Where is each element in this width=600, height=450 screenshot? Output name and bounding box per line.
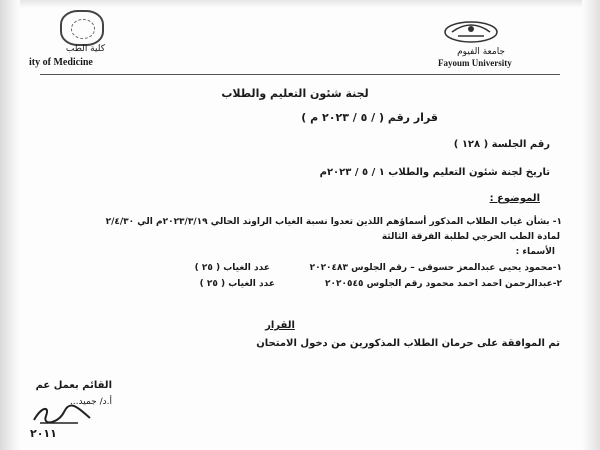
- student-1: ١-محمود يحيى عبدالمعز حسوقى – رقم الجلوس ٢٠٢٠٤٨٣: [309, 263, 562, 273]
- subject-line-2: لمادة الطب الحرجي لطلبة الفرقة الثالثة: [381, 232, 560, 242]
- signatory-title: القائم بعمل عم: [35, 380, 112, 391]
- handwritten-signature-icon: [30, 404, 100, 426]
- university-name-english: Fayoum University: [438, 58, 512, 68]
- scan-shadow-top: [0, 0, 600, 8]
- faculty-seal-icon: [60, 10, 104, 46]
- committee-date: تاريخ لجنة شئون التعليم والطلاب ١ / ٥ / ٢٠٢٣م: [319, 167, 550, 178]
- decision-text: تم الموافقة على حرمان الطلاب المذكورين من دخول الامتحان: [256, 338, 560, 349]
- signatory-name: أ.د/ جميد...: [69, 397, 112, 407]
- session-number: رقم الجلسة ( ١٢٨ ): [453, 139, 550, 150]
- subject-label: الموضوع :: [489, 193, 540, 204]
- faculty-name-english: ity of Medicine: [29, 57, 93, 68]
- decision-number: قرار رقم ( / ٥ / ٢٠٢٣ م ): [301, 111, 438, 124]
- scan-shadow-right: [582, 0, 600, 450]
- student-2-absence: عدد الغياب ( ٢٥ ): [199, 279, 275, 289]
- subject-line-1: ١- بشأن غياب الطلاب المذكور أسماؤهم اللذين تعدوا نسبة الغياب الراوند الحالي ٢٠٢٣/٣/١٩م الي ٢/٤/٣٠: [105, 217, 562, 227]
- header-rule: [40, 74, 560, 75]
- scan-shadow-left: [0, 0, 20, 450]
- student-1-absence: عدد الغياب ( ٢٥ ): [194, 263, 270, 273]
- faculty-name-arabic: كلية الطب: [65, 44, 105, 54]
- names-label: الأسماء :: [515, 247, 555, 257]
- decision-label: القرار: [265, 320, 295, 331]
- committee-title: لجنة شئون التعليم والطلاب: [221, 87, 369, 100]
- university-logo-icon: [440, 18, 502, 44]
- signature-number: ٢٠١١: [30, 427, 57, 440]
- university-name-arabic: جامعة الفيوم: [457, 47, 505, 57]
- student-2: ٢-عبدالرحمن احمد احمد محمود رقم الجلوس ٢٠٢٠٥٤٥: [325, 279, 562, 289]
